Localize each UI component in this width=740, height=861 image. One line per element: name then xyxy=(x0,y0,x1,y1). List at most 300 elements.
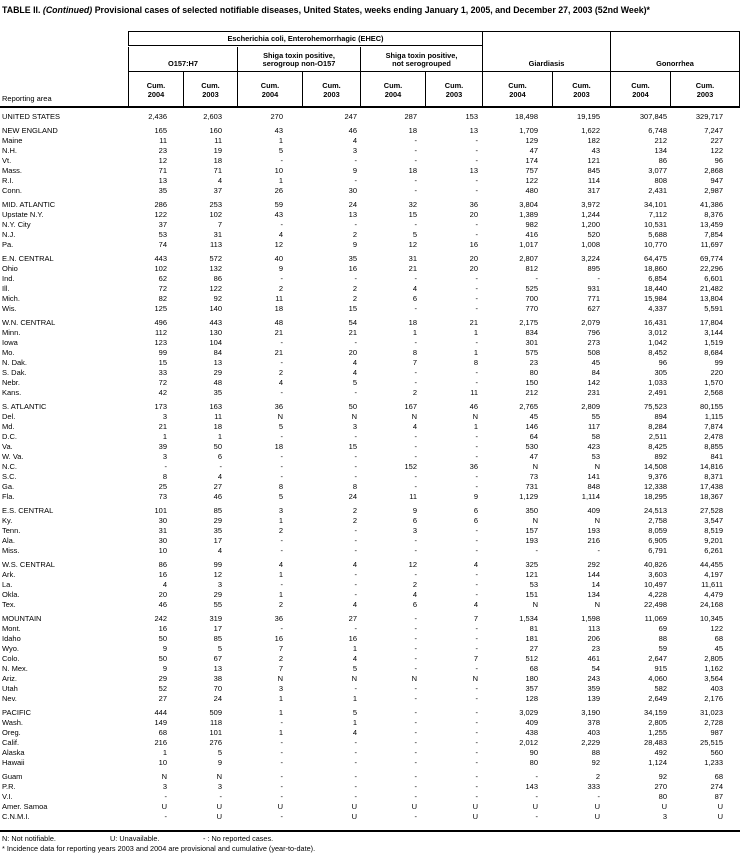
row-value: 1 xyxy=(278,136,283,145)
table-row xyxy=(0,166,740,176)
row-value: 122 xyxy=(525,176,538,185)
row-value: 32 xyxy=(408,200,417,209)
table-row xyxy=(0,516,740,526)
row-value: 9 xyxy=(162,644,167,653)
row-value: U xyxy=(216,812,222,821)
row-value: - xyxy=(414,812,417,821)
row-label: Conn. xyxy=(2,186,23,195)
table-row xyxy=(0,176,740,186)
row-label: Ill. xyxy=(2,284,10,293)
table-row xyxy=(0,348,740,358)
row-value: 88 xyxy=(591,748,600,757)
group-header-gonorrhea xyxy=(610,32,739,71)
row-label: Ky. xyxy=(2,516,13,525)
row-value: 700 xyxy=(525,294,538,303)
row-value: - xyxy=(414,472,417,481)
row-value: 286 xyxy=(154,200,167,209)
row-value: 6,748 xyxy=(648,126,667,135)
row-value: - xyxy=(475,694,478,703)
row-value: - xyxy=(535,812,538,821)
row-value: 206 xyxy=(587,634,600,643)
table-row xyxy=(0,318,740,328)
row-value: 84 xyxy=(591,368,600,377)
row-value: - xyxy=(475,684,478,693)
row-value: 276 xyxy=(209,738,222,747)
row-value: - xyxy=(475,570,478,579)
row-value: 27 xyxy=(213,482,222,491)
row-value: 36 xyxy=(274,402,283,411)
row-value: 575 xyxy=(525,348,538,357)
row-value: 96 xyxy=(714,156,723,165)
row-value: 301 xyxy=(525,338,538,347)
row-value: - xyxy=(535,772,538,781)
row-value: 2,175 xyxy=(519,318,538,327)
row-value: 112 xyxy=(155,328,167,337)
row-value: 3,012 xyxy=(648,328,667,337)
row-label: Mo. xyxy=(2,348,15,357)
row-label: Fla. xyxy=(2,492,15,501)
row-value: 40,826 xyxy=(644,560,667,569)
row-value: - xyxy=(475,338,478,347)
row-value: 2,807 xyxy=(519,254,538,263)
row-label: Pa. xyxy=(2,240,14,249)
row-value: 253 xyxy=(209,200,222,209)
row-value: 140 xyxy=(209,304,222,313)
row-label: Wis. xyxy=(2,304,17,313)
table-body xyxy=(0,108,740,822)
row-label: Vt. xyxy=(2,156,12,165)
row-value: 216 xyxy=(154,738,167,747)
row-value: - xyxy=(414,758,417,767)
row-value: - xyxy=(280,758,283,767)
row-value: 5 xyxy=(217,644,222,653)
row-value: 21 xyxy=(274,328,283,337)
row-value: 1 xyxy=(278,708,283,717)
row-value: - xyxy=(414,452,417,461)
row-value: 5 xyxy=(278,492,283,501)
row-value: 4 xyxy=(352,728,357,737)
row-value: 3 xyxy=(162,782,167,791)
row-value: 8 xyxy=(412,348,417,357)
row-value: N xyxy=(277,674,283,683)
row-label: V.I. xyxy=(2,792,13,801)
row-value: 46 xyxy=(158,600,167,609)
ehec-rest: , Enterohemorrhagic (EHEC) xyxy=(283,34,384,43)
row-value: 114 xyxy=(588,176,600,185)
row-value: 45 xyxy=(529,412,538,421)
row-value: 125 xyxy=(154,304,167,313)
row-value: 54 xyxy=(591,664,600,673)
row-value: 1,389 xyxy=(519,210,538,219)
row-value: - xyxy=(354,758,357,767)
row-value: 359 xyxy=(587,684,600,693)
row-label: N.J. xyxy=(2,230,16,239)
table-title-number: TABLE II. xyxy=(2,5,43,15)
row-value: 508 xyxy=(587,348,600,357)
row-value: 21 xyxy=(408,264,417,273)
row-label: D.C. xyxy=(2,432,17,441)
row-value: - xyxy=(354,432,357,441)
row-value: 163 xyxy=(209,402,222,411)
row-value: N xyxy=(351,674,357,683)
row-value: 1 xyxy=(473,348,478,357)
row-value: 15 xyxy=(348,442,357,451)
row-value: 2,436 xyxy=(148,112,167,121)
row-label: Ohio xyxy=(2,264,18,273)
row-value: 17,804 xyxy=(700,318,723,327)
row-value: U xyxy=(594,812,600,821)
row-value: 270 xyxy=(654,782,667,791)
row-value: 4 xyxy=(352,368,357,377)
row-value: - xyxy=(414,614,417,623)
row-value: 81 xyxy=(529,624,538,633)
row-value: 68 xyxy=(529,664,538,673)
table-row xyxy=(0,388,740,398)
row-value: - xyxy=(280,546,283,555)
row-value: 74 xyxy=(158,240,167,249)
row-value: 62 xyxy=(158,274,167,283)
row-value: - xyxy=(414,274,417,283)
row-value: 18 xyxy=(213,422,222,431)
row-value: 834 xyxy=(525,328,538,337)
row-value: - xyxy=(475,546,478,555)
row-value: 20 xyxy=(158,590,167,599)
row-value: 1,114 xyxy=(581,492,600,501)
row-value: 18 xyxy=(274,304,283,313)
row-label: W.N. CENTRAL xyxy=(2,318,56,327)
row-value: 403 xyxy=(710,684,723,693)
row-value: 1 xyxy=(473,328,478,337)
row-value: - xyxy=(475,230,478,239)
row-value: 72 xyxy=(158,378,167,387)
row-label: UNITED STATES xyxy=(2,112,61,121)
row-value: 19 xyxy=(213,146,222,155)
row-value: 41,386 xyxy=(700,200,723,209)
row-value: 247 xyxy=(344,112,357,121)
row-value: - xyxy=(280,624,283,633)
row-value: U xyxy=(717,812,723,821)
row-value: - xyxy=(354,580,357,589)
row-value: - xyxy=(414,536,417,545)
row-value: 122 xyxy=(710,624,723,633)
table-title xyxy=(2,5,738,16)
row-value: 2,728 xyxy=(704,718,723,727)
row-value: 4 xyxy=(352,560,357,569)
row-value: 7 xyxy=(473,614,478,623)
row-value: 10,770 xyxy=(644,240,667,249)
row-value: 4 xyxy=(473,600,478,609)
row-value: - xyxy=(414,570,417,579)
row-value: 53 xyxy=(591,452,600,461)
row-value: 47 xyxy=(529,452,538,461)
row-value: 423 xyxy=(587,442,600,451)
row-value: 3 xyxy=(278,684,283,693)
row-value: - xyxy=(475,644,478,653)
row-value: 15 xyxy=(408,210,417,219)
row-value: 21 xyxy=(348,328,357,337)
row-value: 13 xyxy=(469,126,478,135)
row-value: 16 xyxy=(348,634,357,643)
row-value: - xyxy=(280,812,283,821)
row-label: N.C. xyxy=(2,462,17,471)
row-label: R.I. xyxy=(2,176,14,185)
row-value: 31 xyxy=(158,526,167,535)
row-value: 53 xyxy=(529,580,538,589)
row-value: 4 xyxy=(217,472,222,481)
row-value: 443 xyxy=(154,254,167,263)
row-value: 27 xyxy=(529,644,538,653)
row-value: 42 xyxy=(158,388,167,397)
row-value: 165 xyxy=(154,126,167,135)
row-value: 11,611 xyxy=(701,580,723,589)
row-value: 5 xyxy=(352,378,357,387)
row-value: - xyxy=(414,304,417,313)
row-value: 9 xyxy=(412,506,417,515)
row-value: 1 xyxy=(278,590,283,599)
row-value: 143 xyxy=(525,782,538,791)
row-value: - xyxy=(354,156,357,165)
row-value: 123 xyxy=(154,338,167,347)
row-value: 2,805 xyxy=(648,718,667,727)
row-value: 2,491 xyxy=(648,388,667,397)
row-value: 16 xyxy=(469,240,478,249)
row-value: - xyxy=(414,664,417,673)
row-value: 18,498 xyxy=(515,112,538,121)
row-value: 193 xyxy=(587,526,600,535)
row-value: - xyxy=(354,338,357,347)
row-value: 7,112 xyxy=(648,210,667,219)
row-value: U xyxy=(161,802,167,811)
row-value: - xyxy=(475,442,478,451)
row-value: 92 xyxy=(213,294,222,303)
table-row xyxy=(0,230,740,240)
row-value: 4 xyxy=(162,580,167,589)
table-row xyxy=(0,294,740,304)
table-row xyxy=(0,708,740,718)
row-value: 18,295 xyxy=(644,492,667,501)
row-value: 894 xyxy=(654,412,667,421)
row-value: - xyxy=(414,728,417,737)
row-label: N. Dak. xyxy=(2,358,28,367)
row-value: 15,984 xyxy=(644,294,667,303)
row-value: 24,168 xyxy=(700,600,723,609)
row-value: 150 xyxy=(525,378,538,387)
table-row xyxy=(0,802,740,812)
row-value: 4 xyxy=(412,422,417,431)
row-value: 157 xyxy=(525,526,538,535)
row-value: 530 xyxy=(525,442,538,451)
ehec-species-name: Escherichia coli xyxy=(227,34,284,43)
table-row xyxy=(0,442,740,452)
table-row xyxy=(0,546,740,556)
table-row xyxy=(0,368,740,378)
table-row xyxy=(0,126,740,136)
row-value: - xyxy=(354,684,357,693)
row-value: 21,482 xyxy=(700,284,723,293)
row-value: 50 xyxy=(348,402,357,411)
row-value: 5 xyxy=(217,748,222,757)
row-value: 2 xyxy=(412,388,417,397)
row-label: Ga. xyxy=(2,482,15,491)
row-value: 274 xyxy=(710,782,723,791)
table-row xyxy=(0,462,740,472)
row-value: - xyxy=(475,590,478,599)
row-value: 1,008 xyxy=(581,240,600,249)
row-value: 3 xyxy=(162,452,167,461)
row-value: 44,455 xyxy=(700,560,723,569)
row-label: Wash. xyxy=(2,718,23,727)
row-value: 24,513 xyxy=(644,506,667,515)
row-value: - xyxy=(475,738,478,747)
row-value: 2,603 xyxy=(203,112,222,121)
row-value: 84 xyxy=(213,348,222,357)
row-value: - xyxy=(597,274,600,283)
row-value: 36 xyxy=(469,462,478,471)
row-value: 139 xyxy=(587,694,600,703)
row-value: 14 xyxy=(591,580,600,589)
row-value: - xyxy=(475,472,478,481)
row-value: 987 xyxy=(710,728,723,737)
row-value: 8,371 xyxy=(704,472,723,481)
row-value: 10 xyxy=(274,166,283,175)
row-value: 48 xyxy=(274,318,283,327)
row-value: 30 xyxy=(348,186,357,195)
row-value: 5 xyxy=(352,708,357,717)
row-value: 16,431 xyxy=(644,318,667,327)
row-value: 947 xyxy=(710,176,723,185)
row-value: 129 xyxy=(525,136,538,145)
table-row xyxy=(0,264,740,274)
row-label: Ala. xyxy=(2,536,15,545)
table-row xyxy=(0,452,740,462)
row-value: 24 xyxy=(348,200,357,209)
row-value: 2 xyxy=(278,284,283,293)
row-value: 18 xyxy=(274,442,283,451)
row-value: 40 xyxy=(274,254,283,263)
giardiasis-label: Giardiasis xyxy=(528,59,565,68)
row-value: 4 xyxy=(278,560,283,569)
row-value: - xyxy=(414,338,417,347)
row-label: W.S. CENTRAL xyxy=(2,560,55,569)
row-value: 1 xyxy=(217,432,222,441)
row-value: U xyxy=(532,802,538,811)
row-value: 3,190 xyxy=(581,708,600,717)
row-value: 30 xyxy=(158,516,167,525)
table-row xyxy=(0,664,740,674)
row-label: S.C. xyxy=(2,472,17,481)
row-value: 5,688 xyxy=(648,230,667,239)
row-value: 144 xyxy=(587,570,600,579)
row-value: 18 xyxy=(213,156,222,165)
table-row xyxy=(0,644,740,654)
row-value: 99 xyxy=(158,348,167,357)
row-value: - xyxy=(414,176,417,185)
row-value: 101 xyxy=(154,506,167,515)
row-value: - xyxy=(280,388,283,397)
row-value: - xyxy=(164,462,167,471)
row-value: - xyxy=(475,580,478,589)
row-value: - xyxy=(414,136,417,145)
row-value: - xyxy=(280,580,283,589)
row-label: N.Y. City xyxy=(2,220,31,229)
table-row xyxy=(0,304,740,314)
row-value: - xyxy=(414,156,417,165)
row-value: 12 xyxy=(408,560,417,569)
row-value: 11 xyxy=(409,492,417,501)
row-value: 2 xyxy=(352,506,357,515)
row-value: - xyxy=(475,748,478,757)
row-value: N xyxy=(594,516,600,525)
row-value: 3 xyxy=(412,526,417,535)
row-label: E.N. CENTRAL xyxy=(2,254,54,263)
row-value: 520 xyxy=(587,230,600,239)
row-value: - xyxy=(414,708,417,717)
row-value: N xyxy=(351,412,357,421)
row-value: 134 xyxy=(654,146,667,155)
row-value: 8,452 xyxy=(648,348,667,357)
row-value: N xyxy=(277,412,283,421)
row-value: 18,367 xyxy=(700,492,723,501)
col-header-non-o157-cum-2004: Cum. 2004 xyxy=(237,72,302,108)
row-value: 231 xyxy=(587,388,600,397)
row-value: 317 xyxy=(587,186,600,195)
row-value: - xyxy=(475,772,478,781)
row-value: 73 xyxy=(529,472,538,481)
row-value: 87 xyxy=(714,792,723,801)
row-value: 3 xyxy=(217,782,222,791)
row-value: 36 xyxy=(274,614,283,623)
table-row xyxy=(0,738,740,748)
row-value: 2 xyxy=(278,526,283,535)
row-value: 1,534 xyxy=(519,614,538,623)
row-value: 193 xyxy=(525,536,538,545)
row-value: 28,483 xyxy=(644,738,667,747)
row-value: 13 xyxy=(158,176,167,185)
row-value: 1,129 xyxy=(519,492,538,501)
table-row xyxy=(0,274,740,284)
row-value: U xyxy=(472,802,478,811)
row-value: 409 xyxy=(525,718,538,727)
table-row xyxy=(0,748,740,758)
row-value: 152 xyxy=(404,462,417,471)
row-value: 8,059 xyxy=(648,526,667,535)
row-value: 560 xyxy=(710,748,723,757)
row-value: 2,176 xyxy=(704,694,723,703)
row-value: - xyxy=(414,634,417,643)
row-value: 13 xyxy=(213,358,222,367)
row-value: N xyxy=(532,600,538,609)
row-value: 75,523 xyxy=(644,402,667,411)
row-value: - xyxy=(475,186,478,195)
table-row xyxy=(0,338,740,348)
table-row xyxy=(0,560,740,570)
row-value: 24 xyxy=(213,694,222,703)
table-row xyxy=(0,284,740,294)
row-value: 1,622 xyxy=(581,126,600,135)
row-value: 1,570 xyxy=(704,378,723,387)
row-value: - xyxy=(354,624,357,633)
row-value: 1,255 xyxy=(648,728,667,737)
row-value: 16 xyxy=(158,624,167,633)
row-value: - xyxy=(414,718,417,727)
row-value: 82 xyxy=(158,294,167,303)
row-value: 307,845 xyxy=(639,112,667,121)
row-value: 18 xyxy=(408,318,417,327)
table-row xyxy=(0,358,740,368)
row-value: 55 xyxy=(591,412,600,421)
row-value: 1,200 xyxy=(581,220,600,229)
row-value: 10 xyxy=(158,546,167,555)
